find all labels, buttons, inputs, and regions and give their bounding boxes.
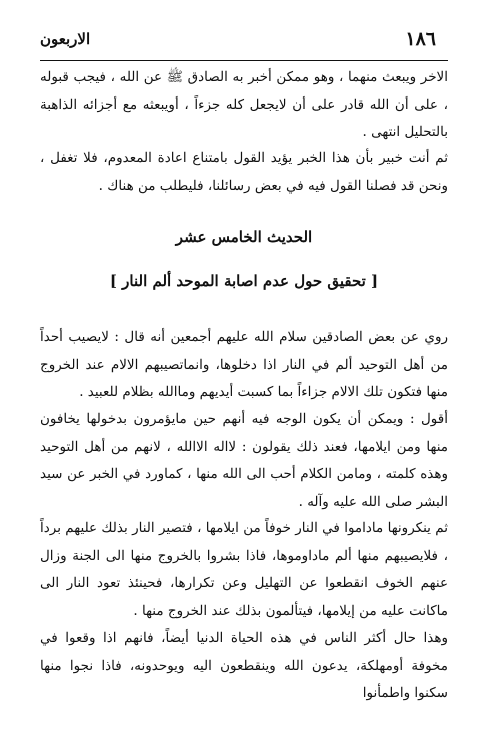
paragraph: أقول : ويمكن أن يكون الوجه فيه أنهم حين مايؤمرون بدخولها يخافون منها ومن ايلامها، فعند ذلك يقولون : لااله الاالله ، لانهم من أهل التوحيد وهذه كلمته ، ومامن الكلام أحب الى الله منها ، كماورد في الخبر عن سيد البشر صلى الله عليه وآله . (40, 411, 448, 510)
header-divider (40, 60, 448, 61)
page-number: ١٨٦ (405, 28, 436, 50)
paragraph: ثم أنت خبير بأن هذا الخبر يؤيد القول بامتناع اعادة المعدوم، فلا تغفل ، ونحن قد فصلنا القول فيه في بعض رسائلنا، فليطلب من هناك . (40, 150, 448, 194)
running-header (40, 28, 436, 54)
paragraph: وهذا حال أكثر الناس في هذه الحياة الدنيا أيضاً، فانهم اذا وقعوا في مخوفة أومهلكة، يدعون الله وينقطعون اليه ويوحدونه، فاذا نجوا منها سكنوا واطمأنوا (40, 630, 448, 701)
section-heading: الحديث الخامس عشر (175, 228, 313, 246)
running-title: الاربعون (40, 30, 91, 48)
paragraph: الاخر ويبعث منهما ، وهو ممكن أخبر به الصادق ﷺ عن الله ، فيجب قبوله ، على أن الله قادر على أن لايجعل كله جزءاً ، أويبعثه مع أجزائه الذاهبة بالتحليل انتهى . (40, 69, 448, 140)
paragraph: روي عن بعض الصادقين سلام الله عليهم أجمعين أنه قال : لايصيب أحداً من أهل التوحيد ألم في النار اذا دخلوها، وانماتصيبهم الالام عند الخروج منها فتكون تلك الالام جزاءاً بما كسبت أيديهم وماالله بظلام للعبيد . (40, 329, 448, 400)
section-subheading: [ تحقيق حول عدم اصابة الموحد ألم النار ] (109, 272, 379, 290)
paragraph: ثم ينكرونها ماداموا في النار خوفاً من ايلامها ، فتصير النار بذلك عليهم برداً ، فلايصيبهم منها ألم ماداوموها، فاذا بشروا بالخروج منها الى الجنة وزال عنهم الخوف انقطعوا عن التهليل وعن تكرارها، فحينئذ تعود النار الى ماكانت عليه من إيلامها، فيتألمون بذلك عند الخروج منها . (40, 520, 449, 619)
